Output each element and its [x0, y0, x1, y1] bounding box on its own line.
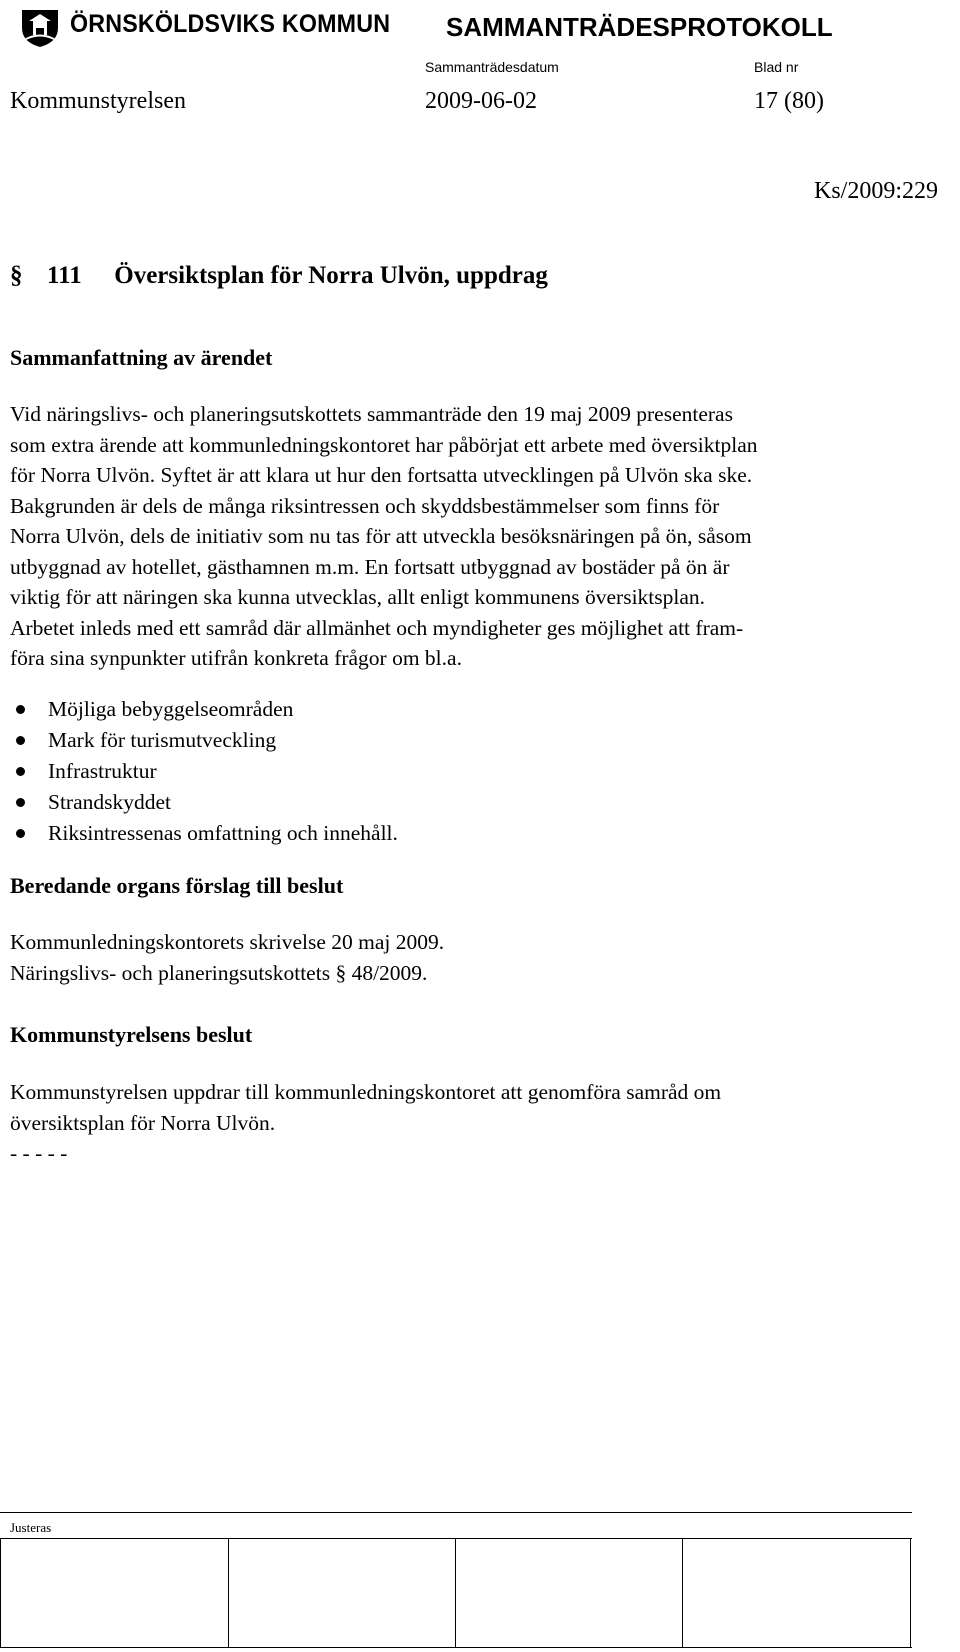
table-bottom-border: [1, 1647, 912, 1648]
section-number: 111: [47, 262, 82, 289]
signature-cell: [456, 1539, 683, 1648]
list-item: Infrastruktur: [10, 756, 398, 787]
summary-line: Bakgrunden är dels de många riksintressen och skyddsbestämmelser som finns för: [10, 493, 720, 518]
summary-line: föra sina synpunkter utifrån konkreta frågor om bl.a.: [10, 646, 462, 670]
decision-line: Kommunstyrelsen uppdrar till kommunledningskontoret att genomföra samråd om: [10, 1080, 722, 1104]
meeting-date: 2009-06-02: [425, 88, 537, 114]
bullet-icon: [16, 829, 25, 838]
justeras-label: Justeras: [10, 1520, 52, 1535]
proposal-paragraph: [10, 927, 910, 988]
summary-line: Vid näringslivs- och planeringsutskottets sammanträde den 19 maj 2009 presenteras: [10, 402, 733, 426]
case-reference: Ks/2009:229: [813, 178, 938, 204]
signature-cell: [1, 1539, 229, 1648]
end-mark: - - - - -: [10, 1141, 68, 1165]
footer-divider: [0, 1512, 912, 1513]
proposal-line: Kommunledningskontorets skrivelse 20 maj 2009.: [10, 930, 445, 954]
municipality-crest-icon: [18, 8, 62, 48]
decision-paragraph: [10, 1077, 910, 1169]
list-item: Riksintressenas omfattning och innehåll.: [10, 818, 398, 849]
decision-heading: Kommunstyrelsens beslut: [10, 1022, 253, 1047]
signature-cell: [683, 1539, 911, 1648]
bullet-icon: [16, 736, 25, 745]
meeting-date-label: Sammanträdesdatum: [425, 59, 559, 75]
page-number: 17 (80): [754, 88, 824, 114]
signature-cell: [229, 1539, 456, 1648]
proposal-line: Näringslivs- och planeringsutskottets § 48/2009.: [10, 960, 428, 985]
section-heading: Översiktsplan för Norra Ulvön, uppdrag: [114, 262, 548, 289]
summary-heading: Sammanfattning av ärendet: [10, 345, 273, 370]
bullet-icon: [16, 705, 25, 714]
document-type: SAMMANTRÄDESPROTOKOLL: [446, 12, 833, 42]
organization-name: ÖRNSKÖLDSVIKS KOMMUN: [70, 10, 391, 38]
list-item: Mark för turismutveckling: [10, 725, 398, 756]
summary-paragraph: [10, 399, 910, 674]
section-title: [10, 262, 548, 290]
decision-line: översiktsplan för Norra Ulvön.: [10, 1110, 276, 1135]
summary-line: utbyggnad av hotellet, gästhamnen m.m. En fortsatt utbyggnad av bostäder på ön är: [10, 554, 730, 579]
summary-line: Arbetet inleds med ett samråd där allmänhet och myndigheter ges möjlighet att fram-: [10, 615, 744, 640]
summary-line: viktig för att näringen ska kunna utvecklas, allt enligt kommunens översiktsplan.: [10, 585, 706, 609]
signature-table: [0, 1538, 912, 1648]
summary-line: för Norra Ulvön. Syftet är att klara ut hur den fortsatta utvecklingen på Ulvön ska ske.: [10, 463, 753, 487]
list-item: Möjliga bebyggelseområden: [10, 694, 398, 725]
list-item: Strandskyddet: [10, 787, 398, 818]
proposal-heading: Beredande organs förslag till beslut: [10, 873, 344, 898]
page-number-label: Blad nr: [754, 59, 799, 75]
bullet-icon: [16, 767, 25, 776]
summary-line: Norra Ulvön, dels de initiativ som nu tas för att utveckla besöksnäringen på ön, såsom: [10, 524, 752, 548]
summary-line: som extra ärende att kommunledningskontoret har påbörjat ett arbete med översiktplan: [10, 432, 758, 457]
topic-list: [10, 694, 398, 849]
committee-name: Kommunstyrelsen: [10, 88, 186, 114]
section-symbol: §: [10, 262, 23, 289]
bullet-icon: [16, 798, 25, 807]
